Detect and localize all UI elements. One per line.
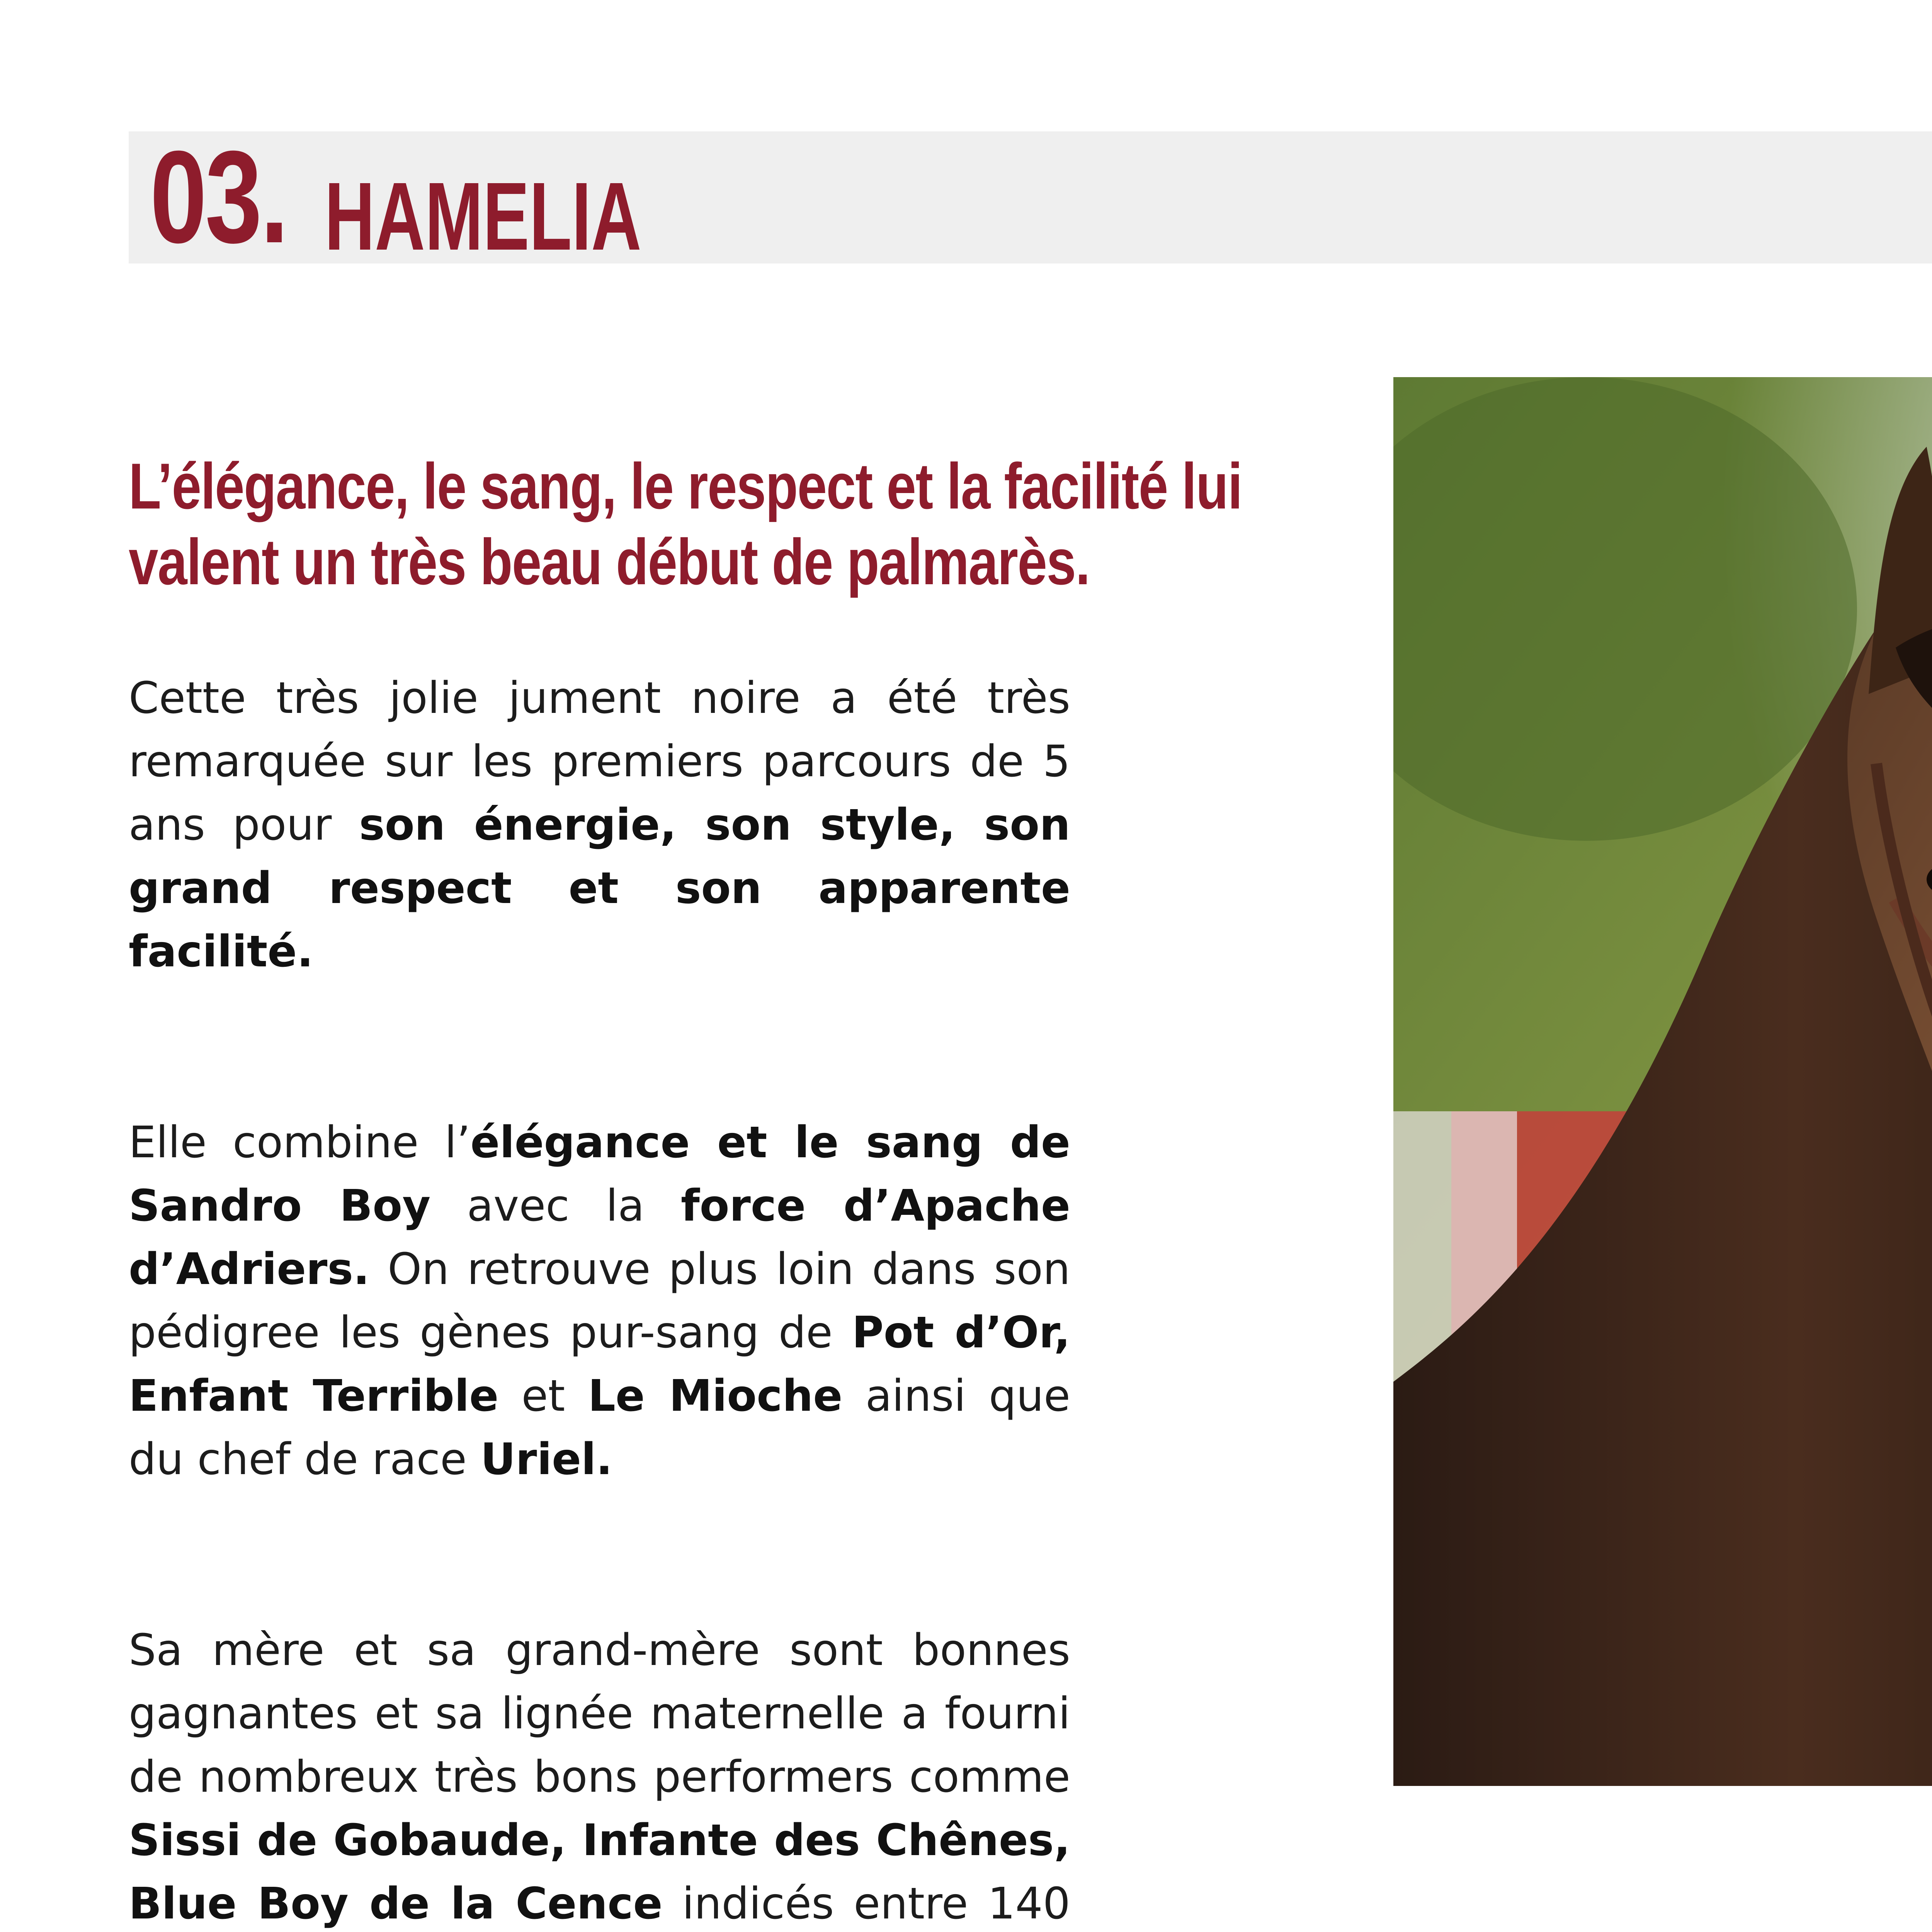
horse-photo-illustration <box>1393 377 1932 1786</box>
bold-text: élégance et le sang de Sandro Boy <box>129 1117 1070 1231</box>
text-run: indicés entre 140 <box>682 1879 1070 1929</box>
body-text <box>129 667 1070 1932</box>
section-title: HAMELIA <box>325 162 641 270</box>
bold-text: Pot d’Or, Enfant Terrible <box>129 1308 1071 1421</box>
bold-text: son énergie, son style, son grand respect et son apparente facilité. <box>129 800 1070 977</box>
text-run: Cette très jolie jument noire a été très remarquée sur les premiers parcours de 5 ans pour <box>129 673 1070 850</box>
paragraph-3 <box>129 1619 1070 1932</box>
bold-text: Uriel. <box>480 1434 613 1485</box>
text-run: Elle combine l’ <box>129 1117 471 1168</box>
text-run: ainsi que du chef de race <box>129 1371 1070 1485</box>
text-run: avec la <box>430 1181 681 1231</box>
paragraph-2 <box>129 1111 1070 1491</box>
horse-photo <box>1393 377 1932 1786</box>
lead-line-2: valent un très beau début de palmarès. <box>129 526 1090 598</box>
text-run: et <box>498 1371 588 1421</box>
lead-line-1: L’élégance, le sang, le respect et la facilité lui <box>129 450 1242 522</box>
bold-text: Sissi de Gobaude, Infante des Chênes, Blue Boy de la Cence <box>129 1815 1070 1929</box>
text-run: Sa mère et sa grand-mère sont bonnes gagnantes et sa lignée maternelle a fourni de nombreux très bons performers comme <box>129 1625 1070 1802</box>
bold-text: Le Mioche <box>588 1371 843 1421</box>
section-number: 03. <box>150 124 287 270</box>
paragraph-1 <box>129 667 1070 983</box>
text-run: On retrouve plus loin dans son pédigree les gènes pur-sang de <box>129 1244 1070 1358</box>
bold-text: force d’Apache d’Adriers. <box>129 1181 1071 1294</box>
lead-heading <box>129 448 1242 600</box>
